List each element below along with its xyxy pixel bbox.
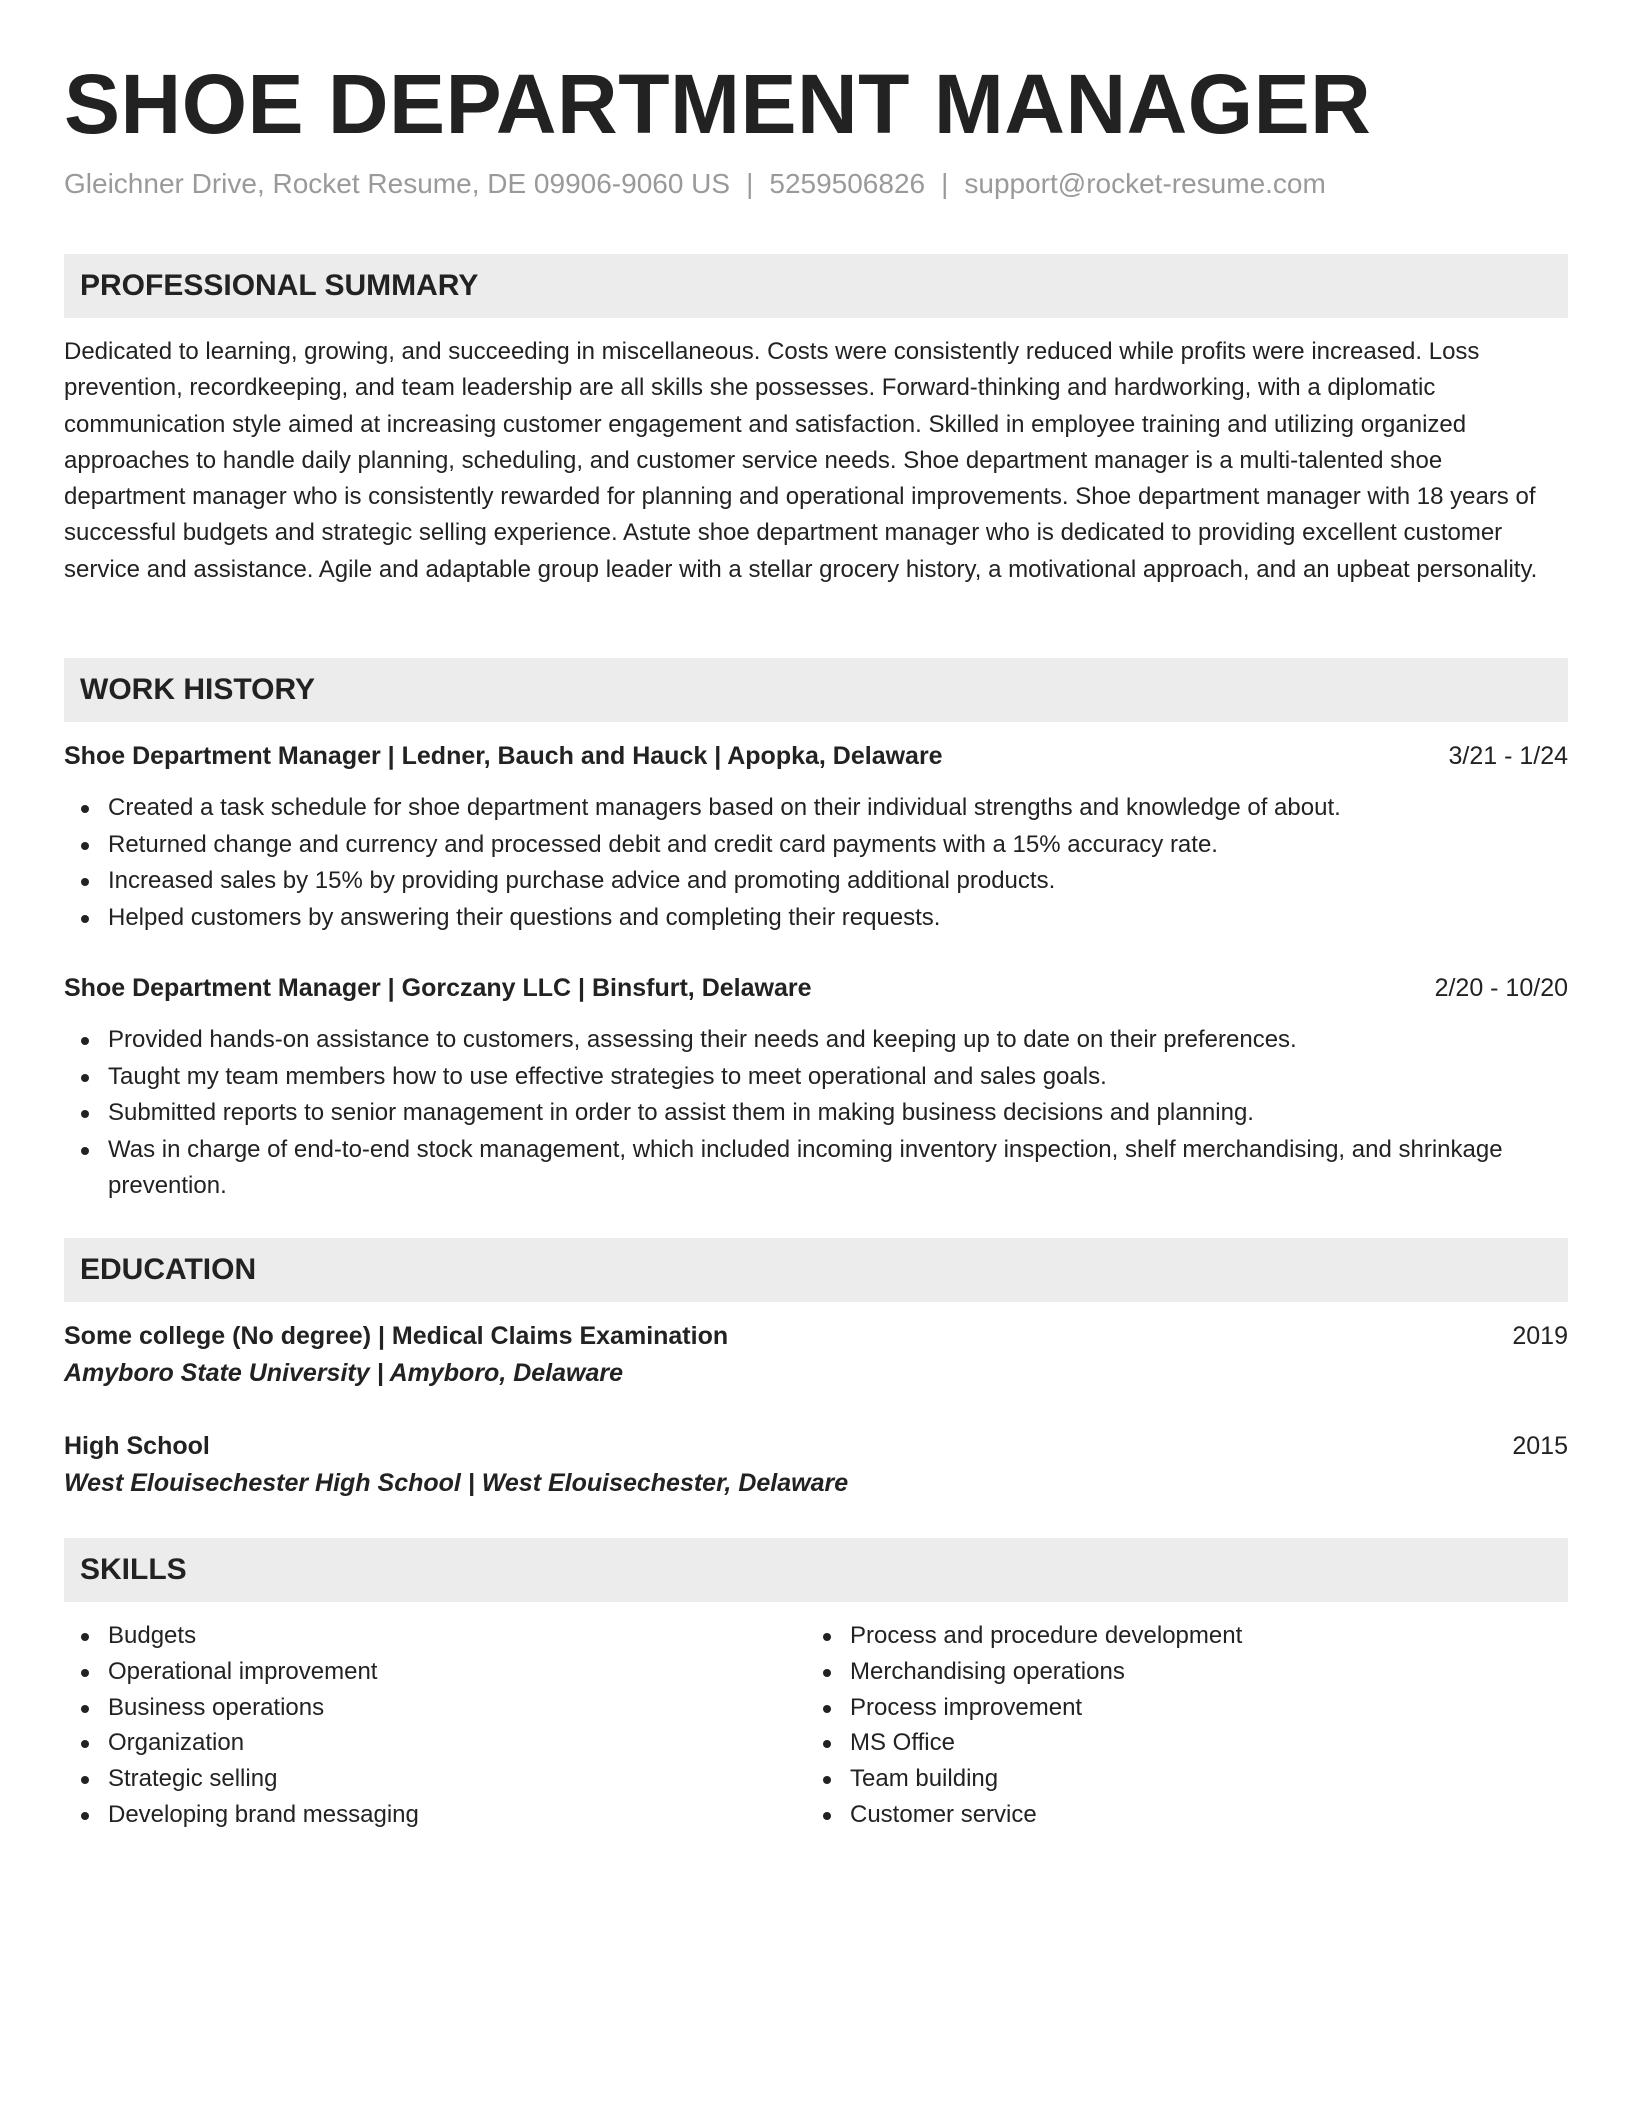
list-item: Strategic selling bbox=[64, 1761, 804, 1797]
job-title: Shoe Department Manager | Gorczany LLC | Binsfurt, Delaware bbox=[64, 974, 812, 1002]
education-entry-header bbox=[64, 1318, 1568, 1354]
resume-name: SHOE DEPARTMENT MANAGER bbox=[64, 57, 1372, 151]
job-entry-header bbox=[64, 970, 1568, 1006]
education-year: 2015 bbox=[1512, 1432, 1568, 1460]
education-year: 2019 bbox=[1512, 1322, 1568, 1350]
list-item: Developing brand messaging bbox=[64, 1797, 804, 1833]
list-item: Provided hands-on assistance to customers, assessing their needs and keeping up to date on their preferences. bbox=[64, 1022, 1568, 1059]
contact-line bbox=[64, 166, 1326, 202]
list-item: MS Office bbox=[806, 1725, 1546, 1761]
list-item: Budgets bbox=[64, 1618, 804, 1654]
skills-list-left bbox=[64, 1618, 804, 1833]
education-school: Amyboro State University | Amyboro, Delaware bbox=[64, 1359, 624, 1387]
list-item: Helped customers by answering their questions and completing their requests. bbox=[64, 900, 1568, 937]
contact-separator: | bbox=[746, 168, 754, 199]
list-item: Increased sales by 15% by providing purchase advice and promoting additional products. bbox=[64, 863, 1568, 900]
list-item: Organization bbox=[64, 1725, 804, 1761]
section-header-skills: SKILLS bbox=[64, 1538, 1568, 1602]
contact-phone: 5259506826 bbox=[769, 168, 926, 199]
list-item: Was in charge of end-to-end stock management, which included incoming inventory inspection, shelf merchandising, and shrinkage prevention. bbox=[64, 1132, 1568, 1205]
contact-address: Gleichner Drive, Rocket Resume, DE 09906-9060 US bbox=[64, 168, 731, 199]
list-item: Team building bbox=[806, 1761, 1546, 1797]
section-header-summary: PROFESSIONAL SUMMARY bbox=[64, 254, 1568, 318]
list-item: Taught my team members how to use effective strategies to meet operational and sales goals. bbox=[64, 1059, 1568, 1096]
list-item: Returned change and currency and processed debit and credit card payments with a 15% accuracy rate. bbox=[64, 827, 1568, 864]
contact-separator: | bbox=[941, 168, 949, 199]
job-dates: 2/20 - 10/20 bbox=[1434, 974, 1568, 1002]
education-school: West Elouisechester High School | West Elouisechester, Delaware bbox=[64, 1469, 849, 1497]
skills-list-right bbox=[806, 1618, 1546, 1833]
list-item: Process and procedure development bbox=[806, 1618, 1546, 1654]
list-item: Merchandising operations bbox=[806, 1654, 1546, 1690]
list-item: Customer service bbox=[806, 1797, 1546, 1833]
list-item: Business operations bbox=[64, 1690, 804, 1726]
list-item: Operational improvement bbox=[64, 1654, 804, 1690]
education-degree: High School bbox=[64, 1432, 210, 1460]
education-entry-header bbox=[64, 1428, 1568, 1464]
list-item: Submitted reports to senior management in order to assist them in making business decisions and planning. bbox=[64, 1095, 1568, 1132]
contact-email: support@rocket-resume.com bbox=[964, 168, 1326, 199]
section-header-work-history: WORK HISTORY bbox=[64, 658, 1568, 722]
job-entry-header bbox=[64, 738, 1568, 774]
job-title: Shoe Department Manager | Ledner, Bauch and Hauck | Apopka, Delaware bbox=[64, 742, 943, 770]
job-bullets bbox=[64, 790, 1568, 936]
list-item: Process improvement bbox=[806, 1690, 1546, 1726]
section-header-education: EDUCATION bbox=[64, 1238, 1568, 1302]
summary-text: Dedicated to learning, growing, and succeeding in miscellaneous. Costs were consistently reduced while profits were increased. Loss prevention, recordkeeping, and team leadership are all skills she possesses. Forward-thinking and hardworking, with a diplomatic communication style aimed at increasing customer engagement and satisfaction. Skilled in employee training and utilizing organized approaches to handle daily planning, scheduling, and customer service needs. Shoe department manager is a multi-talented shoe department manager who is consistently rewarded for planning and operational improvements. Shoe department manager with 18 years of successful budgets and strategic selling experience. Astute shoe department manager who is dedicated to providing excellent customer service and assistance. Agile and adaptable group leader with a stellar grocery history, a motivational approach, and an upbeat personality. bbox=[64, 338, 1538, 583]
job-bullets bbox=[64, 1022, 1568, 1205]
education-degree: Some college (No degree) | Medical Claims Examination bbox=[64, 1322, 729, 1350]
list-item: Created a task schedule for shoe department managers based on their individual strengths and knowledge of about. bbox=[64, 790, 1568, 827]
job-dates: 3/21 - 1/24 bbox=[1448, 742, 1568, 770]
